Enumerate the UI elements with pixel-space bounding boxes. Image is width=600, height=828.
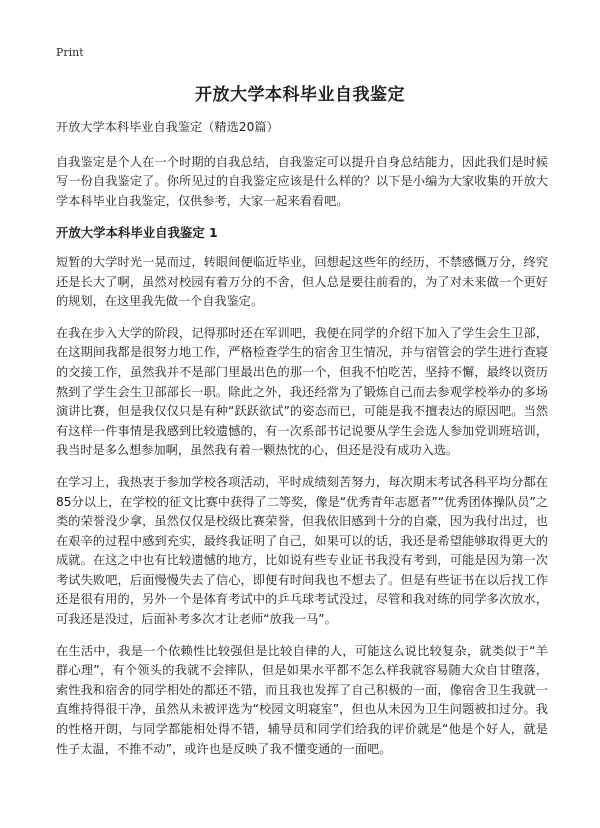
body-paragraph-1: 短暂的大学时光一晃而过，转眼间便临近毕业，回想起这些年的经历，不禁感慨万分，终究还是长大了啊，虽然对校园有着万分的不舍，但人总是要往前看的，为了对未来做一个更好的规划，在这里我先做一个自我鉴定。 bbox=[56, 254, 548, 309]
document-body bbox=[56, 118, 548, 771]
body-paragraph-4: 在生活中，我是一个依赖性比较强但是比较自律的人，可能这么说比较复杂，就类似于“羊群心理”，有个领头的我就不会摔队，但是如果水平都不怎么样我就容易随大众自甘堕落，索性我和宿舍的同学相处的都还不错，而且我也发挥了自己积极的一面，像宿舍卫生我就一直维持得很干净，虽然从未被评选为“校园文明寝室”，但也从未因为卫生问题被扣过分。我的性格开朗，与同学都能相处得不错，辅导员和同学们给我的评价就是“他是个好人，就是性子太温，不推不动”，或许也是反映了我不懂变通的一面吧。 bbox=[56, 643, 548, 756]
body-paragraph-3: 在学习上，我热衷于参加学校各项活动，平时成绩刻苦努力，每次期末考试各科平均分都在85分以上，在学校的征文比赛中获得了二等奖，像是“优秀青年志愿者”“优秀团体操队员”之类的荣誉没少拿，虽然仅仅是校级比赛荣誉，但我依旧感到十分的自豪，因为我付出过，也在艰辛的过程中感到充实，最终我证明了自己，如果可以的话，我还是希望能够取得更大的成就。在这之中也有比较遗憾的地方，比如说有些专业证书我没有考到，可能是因为第一次考试失败吧，后面慢慢失去了信心，即便有时间我也不想去了。但是有些证书在以后找工作还是很有用的，另外一个是体育考试中的乒乓球考试没过，尽管和我对练的同学多次放水，可我还是没过，后面补考多次才让老师“放我一马”。 bbox=[56, 474, 548, 627]
section-heading: 开放大学本科毕业自我鉴定 1 bbox=[56, 225, 218, 241]
body-paragraph-2: 在我在步入大学的阶段，记得那时还在军训吧，我便在同学的介绍下加入了学生会生卫部，在这期间我都是很努力地工作，严格检查学生的宿舍卫生情况，并与宿管会的学生进行查寝的交接工作，虽然我并不是部门里最出色的那一个，但我不怕吃苦，坚持不懈，最终以资历熬到了学生会生卫部部长一职。除此之外，我还经常为了锻炼自己而去参观学校举办的多场演讲比赛，但是我仅仅只是有种“跃跃欲试”的姿态而已，可能是我不擅表达的原因吧。当然有这样一件事情是我感到比较遗憾的，有一次系部书记说要从学生会选人参加党训班培训，我当时是多么想参加啊，虽然我有着一颗热忱的心，但还是没有成功入选。 bbox=[56, 325, 548, 458]
intro-paragraph: 自我鉴定是个人在一个时期的自我总结，自我鉴定可以提升自身总结能力，因此我们是时候写一份自我鉴定了。你所见过的自我鉴定应该是什么样的？以下是小编为大家收集的开放大学本科毕业自我鉴定，仅供参考，大家一起来看看吧。 bbox=[56, 154, 548, 208]
page-title: 开放大学本科毕业自我鉴定 bbox=[195, 85, 405, 105]
document-subtitle: 开放大学本科毕业自我鉴定（精选20篇） bbox=[56, 120, 279, 134]
print-label[interactable]: Print bbox=[56, 46, 84, 59]
